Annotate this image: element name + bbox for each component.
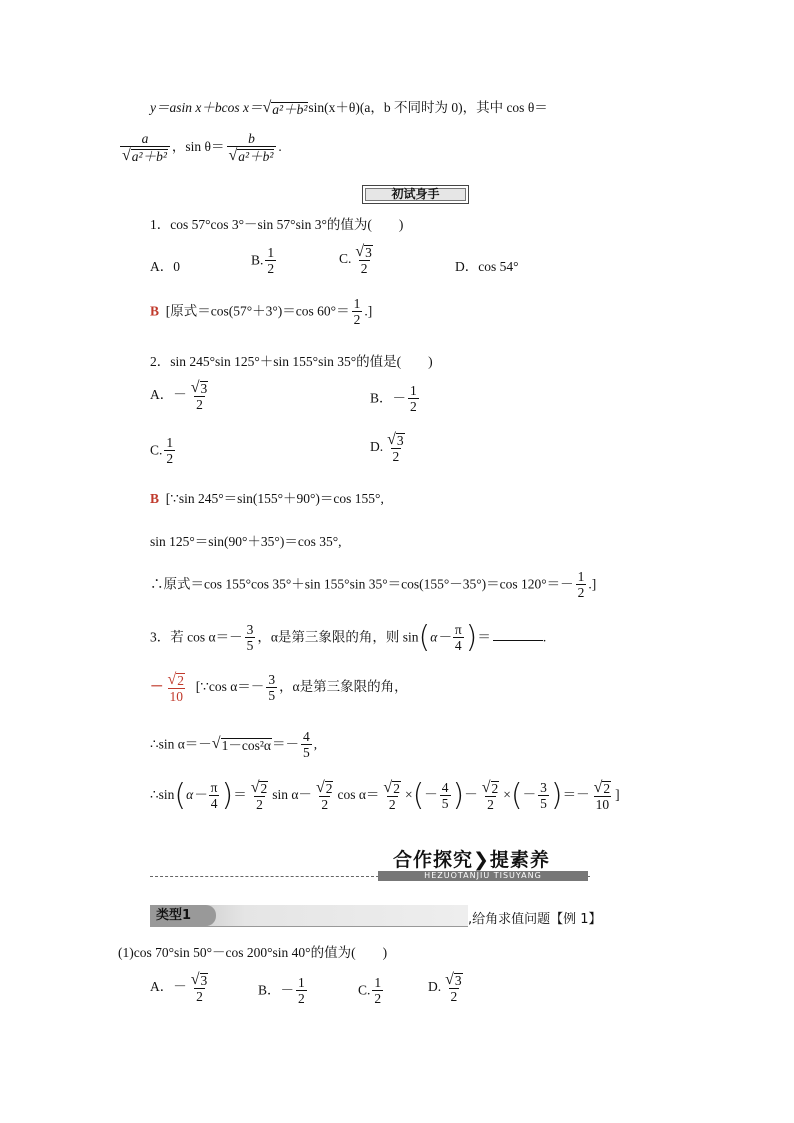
- q2-opt-d: D. √ 3 2: [370, 431, 404, 464]
- q1-opt-b: B. $\frac{1}{2}$: [251, 245, 275, 277]
- ex1-stem: (1)cos 70°sin 50°－cos 200°sin 40°的值为( ): [118, 945, 388, 960]
- q2-opt-a: A．－ √ 3 2: [150, 379, 208, 412]
- q3-blank: [493, 640, 543, 641]
- q1-stem: 1．cos 57°cos 3°－sin 57°sin 3°的值为( ): [150, 217, 404, 232]
- q3-stem: 3．若 cos α＝－ $\frac{3}{5}$ ，α是第三象限的角，则 sin(α－ $\frac{\pi}{4}$ )＝ .: [150, 620, 547, 656]
- ex1-opt-a: A．－ √ 3 2: [150, 971, 208, 1004]
- q3-answer-value: √ 2 10: [167, 671, 185, 704]
- q1-options: [150, 244, 570, 284]
- ex1-options: [150, 972, 490, 1016]
- sin-theta-label: ，sin θ＝: [171, 139, 225, 155]
- try-yourself-badge: 初试身手: [362, 185, 469, 204]
- q2-opt-b: B．－ $\frac{1}{2}$: [370, 383, 417, 415]
- type-bar: [150, 905, 468, 927]
- q3-answer-line3: ∴sin(α－ $\frac{\pi}{4}$ )＝ √ 2 2 sin α－ √ 2 2 cos α＝ √ 2 2 ×(－ $\frac{4}{5}$ )－ √ 2 2 ×(－ $\frac{3}{5}$ )＝－ √ 2 10 ]: [150, 778, 620, 814]
- q2-answer-line2: sin 125°＝sin(90°＋35°)＝cos 35°,: [150, 534, 342, 549]
- formula-lhs: y＝asin x＋bcos x＝: [150, 100, 263, 115]
- q1-opt-a: A．0: [150, 259, 180, 274]
- formula-rhs: sin(x＋θ)(a，b 不同时为 0)，其中 cos θ＝: [308, 100, 548, 115]
- q3-answer-line1: － √ 2 10 [∵cos α＝－ $\frac{3}{5}$ ，α是第三象限的角，: [150, 671, 408, 704]
- q2-stem: 2．sin 245°sin 125°＋sin 155°sin 35°的值是( ): [150, 354, 433, 369]
- q2-answer-letter: B: [150, 491, 160, 506]
- section-subtitle: HEZUOTANJIU TISUYANG: [378, 871, 588, 881]
- sin-theta-fraction: b √ a²＋b²: [227, 132, 277, 164]
- ex1-opt-c: C. $\frac{1}{2}$: [358, 975, 382, 1007]
- section-title: 合作探究❯提素养: [393, 849, 550, 871]
- q2-answer-line3: ∴原式＝cos 155°cos 35°＋sin 155°sin 35°＝cos(155°－35°)＝cos 120°＝－ $\frac{1}{2}$ .]: [150, 569, 597, 601]
- q1-opt-c: C. √ 3 2: [339, 243, 372, 276]
- type-title: ,给角求值问题【例 1】: [468, 912, 602, 927]
- type-tag: 类型1: [150, 905, 216, 926]
- q2-answer-line1: B [∵sin 245°＝sin(155°＋90°)＝cos 155°,: [150, 491, 384, 506]
- intro-formula-line: [150, 100, 548, 116]
- q2-opt-c: C. $\frac{1}{2}$: [150, 435, 174, 467]
- q1-opt-d: D．cos 54°: [455, 259, 519, 274]
- q1-answer: B [原式＝cos(57°＋3°)＝cos 60°＝ $\frac{1}{2}$ .]: [150, 296, 373, 328]
- section-header: [150, 845, 590, 883]
- q1-answer-letter: B: [150, 303, 160, 319]
- sqrt-ab: √ a²＋b²: [262, 99, 308, 117]
- intro-fraction-line: a √ a²＋b² ，sin θ＝ b √ a²＋b² .: [122, 131, 282, 165]
- ex1-opt-b: B．－ $\frac{1}{2}$: [258, 975, 305, 1007]
- q3-answer-line2: ∴sin α＝－ √ 1－cos²α ＝－ $\frac{4}{5}$ ,: [150, 729, 318, 761]
- ex1-opt-d: D. √ 3 2: [428, 971, 462, 1004]
- cos-theta-fraction: a √ a²＋b²: [120, 132, 170, 164]
